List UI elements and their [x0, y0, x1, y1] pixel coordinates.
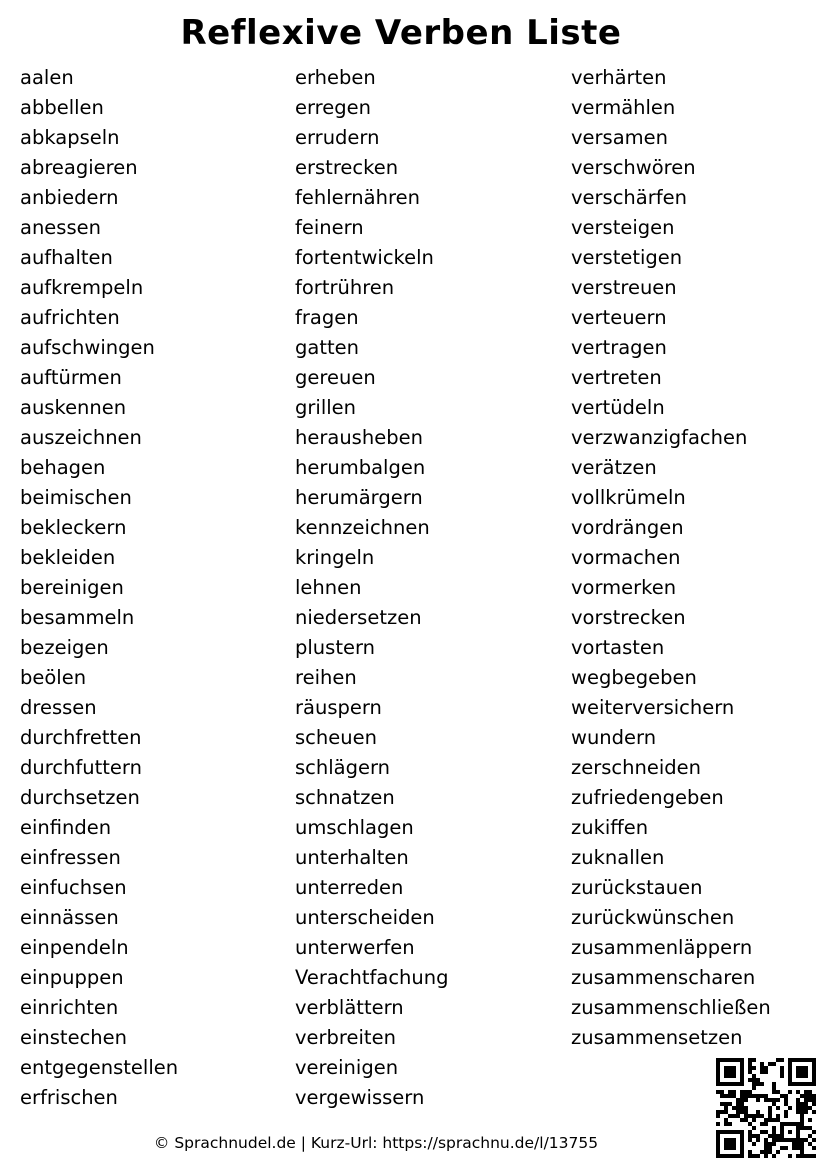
- verb-column-3: [571, 63, 771, 1053]
- verb-item: herausheben: [295, 426, 423, 449]
- verb-item: zurückwünschen: [571, 906, 735, 929]
- verb-item: verbreiten: [295, 1026, 396, 1049]
- verb-item: einstechen: [20, 1026, 128, 1049]
- verb-item: verstreuen: [571, 276, 677, 299]
- verb-item: einpendeln: [20, 936, 129, 959]
- verb-item: aufrichten: [20, 306, 120, 329]
- verb-item: wundern: [571, 726, 657, 749]
- verb-item: errudern: [295, 126, 380, 149]
- verb-item: zusammensetzen: [571, 1026, 743, 1049]
- verb-item: aalen: [20, 66, 74, 89]
- verb-item: einnässen: [20, 906, 119, 929]
- verb-item: kringeln: [295, 546, 375, 569]
- verb-item: fehlernähren: [295, 186, 420, 209]
- footer-credit: © Sprachnudel.de | Kurz-Url: https://sprachnu.de/l/13755: [153, 1134, 599, 1152]
- verb-item: einfinden: [20, 816, 112, 839]
- verb-item: erregen: [295, 96, 371, 119]
- verb-item: bekleckern: [20, 516, 127, 539]
- verb-item: bekleiden: [20, 546, 116, 569]
- verb-item: unterreden: [295, 876, 404, 899]
- verb-item: auftürmen: [20, 366, 122, 389]
- verb-item: anbiedern: [20, 186, 119, 209]
- verb-item: zusammenschließen: [571, 996, 771, 1019]
- verb-item: vertreten: [571, 366, 662, 389]
- verb-item: zusammenläppern: [571, 936, 753, 959]
- verb-item: anessen: [20, 216, 101, 239]
- verb-item: kennzeichnen: [295, 516, 430, 539]
- verb-item: verhärten: [571, 66, 667, 89]
- verb-item: einfressen: [20, 846, 121, 869]
- verb-item: entgegenstellen: [20, 1056, 179, 1079]
- verb-item: räuspern: [295, 696, 382, 719]
- verb-item: vormachen: [571, 546, 681, 569]
- verb-item: bezeigen: [20, 636, 109, 659]
- verb-item: plustern: [295, 636, 375, 659]
- verb-item: lehnen: [295, 576, 362, 599]
- verb-item: niedersetzen: [295, 606, 422, 629]
- verb-item: fragen: [295, 306, 359, 329]
- verb-item: wegbegeben: [571, 666, 697, 689]
- verb-item: versamen: [571, 126, 669, 149]
- verb-item: fortentwickeln: [295, 246, 434, 269]
- verb-item: zurückstauen: [571, 876, 703, 899]
- verb-item: einrichten: [20, 996, 119, 1019]
- verb-item: vordrängen: [571, 516, 684, 539]
- verb-item: abbellen: [20, 96, 104, 119]
- verb-item: beimischen: [20, 486, 132, 509]
- verb-item: auszeichnen: [20, 426, 142, 449]
- verb-item: bereinigen: [20, 576, 124, 599]
- verb-item: durchsetzen: [20, 786, 140, 809]
- verb-item: scheuen: [295, 726, 377, 749]
- verb-item: aufkrempeln: [20, 276, 144, 299]
- verb-item: grillen: [295, 396, 357, 419]
- verb-item: zufriedengeben: [571, 786, 724, 809]
- verb-item: unterhalten: [295, 846, 409, 869]
- verb-item: erstrecken: [295, 156, 399, 179]
- verb-item: aufhalten: [20, 246, 113, 269]
- verb-item: unterwerfen: [295, 936, 415, 959]
- verb-item: vormerken: [571, 576, 677, 599]
- verb-item: abkapseln: [20, 126, 120, 149]
- verb-item: vortasten: [571, 636, 665, 659]
- qr-code-icon: [716, 1058, 816, 1158]
- verb-item: vertragen: [571, 336, 667, 359]
- verb-item: umschlagen: [295, 816, 414, 839]
- verb-item: verschärfen: [571, 186, 687, 209]
- verb-item: vorstrecken: [571, 606, 686, 629]
- verb-item: unterscheiden: [295, 906, 435, 929]
- verb-item: zukiffen: [571, 816, 649, 839]
- verb-item: gatten: [295, 336, 359, 359]
- verb-item: behagen: [20, 456, 106, 479]
- verb-item: vergewissern: [295, 1086, 425, 1109]
- verb-item: schlägern: [295, 756, 391, 779]
- verb-item: aufschwingen: [20, 336, 155, 359]
- verb-item: versteigen: [571, 216, 675, 239]
- verb-item: zerschneiden: [571, 756, 701, 779]
- verb-item: verstetigen: [571, 246, 683, 269]
- verb-item: verteuern: [571, 306, 667, 329]
- verb-item: auskennen: [20, 396, 127, 419]
- verb-item: feinern: [295, 216, 364, 239]
- verb-item: gereuen: [295, 366, 376, 389]
- verb-item: reihen: [295, 666, 357, 689]
- verb-column-2: [295, 63, 449, 1113]
- verb-item: zusammenscharen: [571, 966, 756, 989]
- verb-item: verätzen: [571, 456, 657, 479]
- verb-item: vertüdeln: [571, 396, 665, 419]
- verb-item: vermählen: [571, 96, 676, 119]
- verb-item: durchfretten: [20, 726, 142, 749]
- verb-item: verschwören: [571, 156, 696, 179]
- verb-item: schnatzen: [295, 786, 395, 809]
- verb-item: einpuppen: [20, 966, 124, 989]
- verb-item: einfuchsen: [20, 876, 127, 899]
- page-title: Reflexive Verben Liste: [180, 13, 622, 53]
- verb-item: dressen: [20, 696, 97, 719]
- verb-column-1: [20, 63, 178, 1113]
- verb-item: herumärgern: [295, 486, 423, 509]
- verb-item: beölen: [20, 666, 87, 689]
- verb-item: vollkrümeln: [571, 486, 686, 509]
- verb-item: verblättern: [295, 996, 404, 1019]
- verb-item: zuknallen: [571, 846, 665, 869]
- verb-item: herumbalgen: [295, 456, 426, 479]
- verb-item: Verachtfachung: [295, 966, 449, 989]
- verb-item: vereinigen: [295, 1056, 399, 1079]
- verb-item: verzwanzigfachen: [571, 426, 748, 449]
- verb-item: weiterversichern: [571, 696, 735, 719]
- verb-item: erheben: [295, 66, 376, 89]
- verb-item: erfrischen: [20, 1086, 118, 1109]
- verb-item: durchfuttern: [20, 756, 142, 779]
- verb-item: abreagieren: [20, 156, 138, 179]
- verb-item: fortrühren: [295, 276, 395, 299]
- verb-item: besammeln: [20, 606, 135, 629]
